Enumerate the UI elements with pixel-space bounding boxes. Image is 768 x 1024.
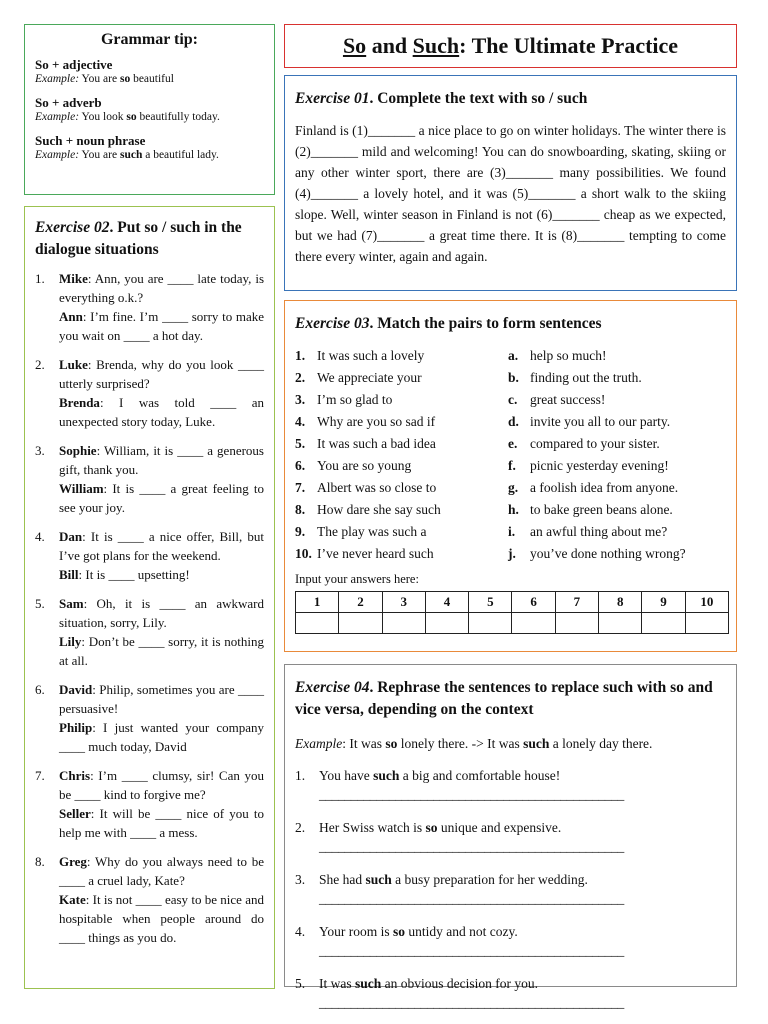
speaker: William	[59, 481, 104, 496]
line-text: : It is not ____ easy to be nice and hospitable when people around do ____ things as you do.	[59, 892, 264, 945]
speaker: Seller	[59, 806, 91, 821]
line-text: : I was told ____ an unexpected story today, Luke.	[59, 395, 264, 429]
dialogue-number: 4.	[35, 529, 45, 544]
title-and: and	[366, 33, 413, 58]
dialogue-item	[35, 527, 264, 584]
rephrase-item	[295, 819, 726, 837]
answer-number-cell: 4	[425, 592, 468, 613]
dialogue-number: 1.	[35, 271, 45, 286]
speaker: Lily	[59, 634, 82, 649]
match-right-item: b. finding out the truth.	[508, 370, 642, 385]
dialogue-lines	[59, 527, 264, 584]
grammar-rule: Such + noun phrase	[35, 133, 146, 148]
answer-line[interactable]: ________________________________________________	[319, 995, 624, 1010]
line-text: : William, it is ____ a generous gift, thank you.	[59, 443, 264, 477]
speaker: Chris	[59, 768, 91, 783]
dialogue-line	[59, 766, 264, 804]
dialogue-lines	[59, 355, 264, 431]
dialogue-lines	[59, 766, 264, 842]
match-pairs	[295, 345, 726, 565]
rephrase-list	[295, 767, 726, 1013]
line-text: : I just wanted your company ____ much today, David	[59, 720, 264, 754]
dialogue-item	[35, 680, 264, 756]
dialogue-line	[59, 680, 264, 718]
dialogue-number: 3.	[35, 443, 45, 458]
line-text: : I’m ____ clumsy, sir! Can you be ____ kind to forgive me?	[59, 768, 264, 802]
dialogue-line	[59, 804, 264, 842]
answer-input-cell[interactable]	[642, 613, 685, 634]
answer-input-cell[interactable]	[339, 613, 382, 634]
dialogue-line	[59, 307, 264, 345]
dialogue-line	[59, 393, 264, 431]
exercise-04	[284, 664, 737, 1010]
speaker: Bill	[59, 567, 79, 582]
dialogue-line	[59, 269, 264, 307]
answer-number-cell: 3	[382, 592, 425, 613]
answer-number-cell: 5	[469, 592, 512, 613]
speaker: Philip	[59, 720, 93, 735]
match-left-item: 10. I’ve never heard such	[295, 546, 434, 561]
answer-line[interactable]: ________________________________________________	[319, 787, 624, 802]
answer-number-cell: 2	[339, 592, 382, 613]
dialogue-line	[59, 355, 264, 393]
answer-number-cell: 6	[512, 592, 555, 613]
match-right-item: h. to bake green beans alone.	[508, 502, 673, 517]
match-left-item: 7. Albert was so close to	[295, 480, 437, 495]
grammar-tip-box	[24, 24, 275, 195]
match-left-column	[295, 345, 500, 565]
rephrase-number: 4.	[295, 924, 306, 939]
rephrase-item	[295, 871, 726, 889]
answer-line[interactable]: ________________________________________________	[319, 891, 624, 906]
match-right-item: e. compared to your sister.	[508, 436, 660, 451]
grammar-rule: So + adverb	[35, 95, 102, 110]
answer-input-cell[interactable]	[425, 613, 468, 634]
grammar-example: Example: You are such a beautiful lady.	[35, 149, 219, 161]
line-text: : Ann, you are ____ late today, is everything o.k.?	[59, 271, 264, 305]
answer-input-cell[interactable]	[555, 613, 598, 634]
rephrase-item	[295, 767, 726, 785]
exercise-01-text: Finland is (1)_______ a nice place to go on winter holidays. The winter there is (2)_______ mild and welcoming! You can do snowboarding, skating, skiing or any other winter sport, there are (3)_______ many possibilities. We found (4)_______ a lovely hotel, and it was (5)_______ a short walk to the skiing slope. Well, winter season in Finland is not (6)_______ cheap as we expected, but we had (7)_______ a great time there. It is (8)_______ tempting to come there every winter, again and again.	[295, 123, 726, 264]
answer-line[interactable]: ________________________________________________	[319, 839, 624, 854]
exercise-03-heading: Exercise 03. Match the pairs to form sentences	[295, 315, 602, 332]
exercise-02-heading: Exercise 02. Put so / such in the dialogue situations	[35, 219, 242, 258]
rephrase-sentence: She had such a busy preparation for her wedding.	[319, 872, 588, 887]
grammar-rule: So + adjective	[35, 57, 113, 72]
dialogue-line	[59, 441, 264, 479]
answer-input-cell[interactable]	[685, 613, 728, 634]
speaker: Mike	[59, 271, 88, 286]
answers-label: Input your answers here:	[295, 572, 419, 586]
line-text: : Philip, sometimes you are ____ persuasive!	[59, 682, 264, 716]
match-right-item: i. an awful thing about me?	[508, 524, 668, 539]
answer-grid-header	[296, 592, 729, 613]
rephrase-number: 2.	[295, 820, 306, 835]
speaker: Sophie	[59, 443, 97, 458]
title-rest: : The Ultimate Practice	[459, 33, 679, 58]
dialogue-line	[59, 527, 264, 565]
rephrase-sentence: You have such a big and comfortable house!	[319, 768, 561, 783]
rephrase-number: 1.	[295, 768, 306, 783]
match-right-item: j. you’ve done nothing wrong?	[508, 546, 686, 561]
rephrase-item	[295, 975, 726, 993]
dialogue-lines	[59, 441, 264, 517]
rephrase-number: 5.	[295, 976, 306, 991]
grammar-tip-title: Grammar tip:	[100, 31, 198, 48]
speaker: Greg	[59, 854, 87, 869]
dialogue-line	[59, 890, 264, 947]
answer-input-cell[interactable]	[469, 613, 512, 634]
dialogue-number: 7.	[35, 768, 45, 783]
speaker: Sam	[59, 596, 84, 611]
exercise-03	[284, 300, 737, 652]
match-left-item: 5. It was such a bad idea	[295, 436, 436, 451]
grammar-rules	[35, 57, 264, 162]
dialogue-line	[59, 632, 264, 670]
match-right-item: c. great success!	[508, 392, 606, 407]
answer-number-cell: 7	[555, 592, 598, 613]
dialogue-lines	[59, 680, 264, 756]
dialogue-lines	[59, 852, 264, 947]
speaker: Ann	[59, 309, 83, 324]
line-text: : It is ____ a nice offer, Bill, but I’ve got plans for the weekend.	[59, 529, 264, 563]
match-right-item: f. picnic yesterday evening!	[508, 458, 669, 473]
rephrase-sentence: Her Swiss watch is so unique and expensive.	[319, 820, 562, 835]
speaker: David	[59, 682, 93, 697]
dialogue-line	[59, 594, 264, 632]
line-text: : Don’t be ____ sorry, it is nothing at all.	[59, 634, 264, 668]
match-right-item: a. help so much!	[508, 348, 607, 363]
line-text: : It is ____ a great feeling to see your joy.	[59, 481, 264, 515]
speaker: Kate	[59, 892, 86, 907]
match-left-item: 1. It was such a lovely	[295, 348, 425, 363]
speaker: Luke	[59, 357, 88, 372]
exercise-04-example: Example: It was so lonely there. -> It was such a lonely day there.	[295, 736, 653, 751]
dialogue-line	[59, 565, 264, 584]
answer-number-cell: 8	[599, 592, 642, 613]
match-right-column	[508, 345, 686, 565]
line-text: : It is ____ upsetting!	[78, 567, 190, 582]
speaker: Brenda	[59, 395, 100, 410]
page-title	[284, 24, 737, 68]
dialogue-line	[59, 718, 264, 756]
line-text: : Oh, it is ____ an awkward situation, sorry, Lily.	[59, 596, 264, 630]
answer-number-cell: 9	[642, 592, 685, 613]
dialogue-number: 6.	[35, 682, 45, 697]
answer-input-cell[interactable]	[382, 613, 425, 634]
answer-number-cell: 1	[296, 592, 339, 613]
dialogue-item	[35, 269, 264, 345]
exercise-01-heading: Exercise 01. Complete the text with so / such	[295, 90, 588, 107]
grammar-example: Example: You look so beautifully today.	[35, 111, 220, 123]
dialogue-number: 8.	[35, 854, 45, 869]
match-left-item: 9. The play was such a	[295, 524, 427, 539]
exercise-04-heading: Exercise 04. Rephrase the sentences to replace such with so and vice versa, depending on the context	[295, 679, 713, 718]
match-right-item: g. a foolish idea from anyone.	[508, 480, 679, 495]
dialogue-number: 2.	[35, 357, 45, 372]
rephrase-sentence: It was such an obvious decision for you.	[319, 976, 538, 991]
title-such: Such	[412, 33, 460, 58]
answer-line[interactable]: ________________________________________________	[319, 943, 624, 958]
match-left-item: 4. Why are you so sad if	[295, 414, 436, 429]
answer-number-cell: 10	[685, 592, 728, 613]
rephrase-number: 3.	[295, 872, 306, 887]
dialogue-list	[35, 269, 264, 947]
answer-input-cell[interactable]	[599, 613, 642, 634]
dialogue-item	[35, 594, 264, 670]
answer-grid-inputs	[296, 613, 729, 634]
line-text: : It will be ____ nice of you to help me with ____ a mess.	[59, 806, 264, 840]
dialogue-item	[35, 766, 264, 842]
match-left-item: 8. How dare she say such	[295, 502, 441, 517]
rephrase-item	[295, 923, 726, 941]
answer-grid	[295, 591, 729, 634]
match-left-item: 2. We appreciate your	[295, 370, 422, 385]
dialogue-lines	[59, 594, 264, 670]
speaker: Dan	[59, 529, 83, 544]
answer-input-cell[interactable]	[296, 613, 339, 634]
rephrase-sentence: Your room is so untidy and not cozy.	[319, 924, 518, 939]
line-text: : Why do you always need to be ____ a cruel lady, Kate?	[59, 854, 264, 888]
match-right-item: d. invite you all to our party.	[508, 414, 671, 429]
match-left-item: 3. I’m so glad to	[295, 392, 393, 407]
line-text: : Brenda, why do you look ____ utterly surprised?	[59, 357, 264, 391]
dialogue-line	[59, 479, 264, 517]
title-so: So	[342, 33, 367, 58]
exercise-02	[24, 206, 275, 989]
exercise-01	[284, 75, 737, 291]
dialogue-item	[35, 441, 264, 517]
dialogue-lines	[59, 269, 264, 345]
dialogue-line	[59, 852, 264, 890]
answer-input-cell[interactable]	[512, 613, 555, 634]
dialogue-number: 5.	[35, 596, 45, 611]
dialogue-item	[35, 355, 264, 431]
grammar-example: Example: You are so beautiful	[35, 73, 174, 85]
dialogue-item	[35, 852, 264, 947]
match-left-item: 6. You are so young	[295, 458, 412, 473]
line-text: : I’m fine. I’m ____ sorry to make you wait on ____ a hot day.	[59, 309, 264, 343]
